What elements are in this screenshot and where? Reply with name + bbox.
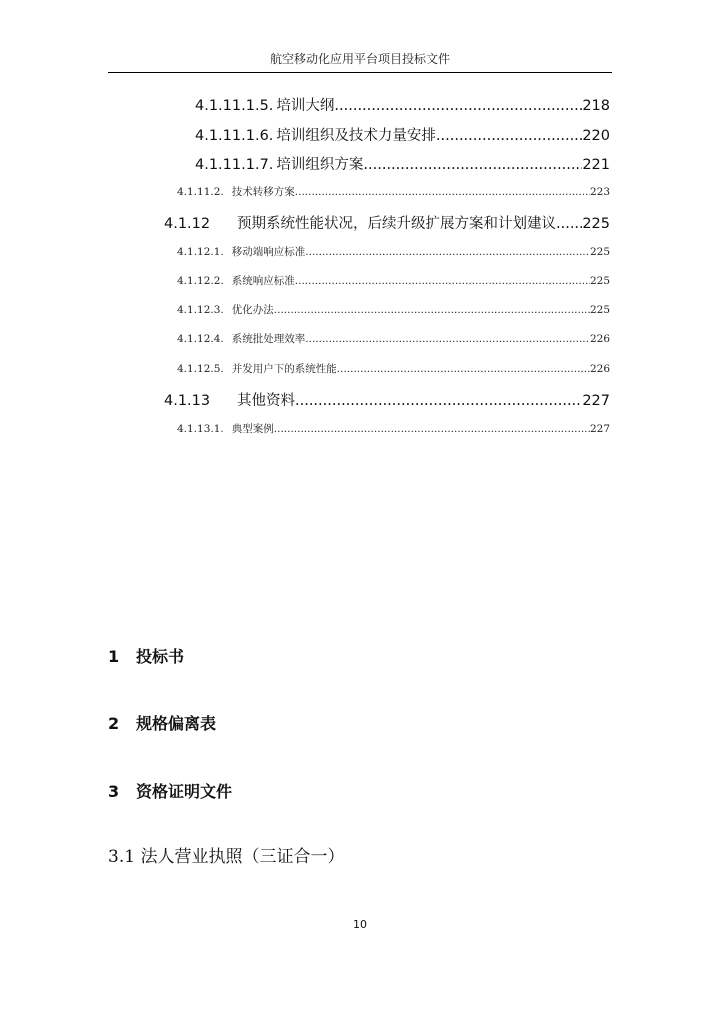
- section-heading: [108, 711, 216, 734]
- toc-entry-title: 预期系统性能状况，后续升级扩展方案和计划建议: [237, 216, 556, 232]
- section-heading-number: 1: [108, 647, 120, 666]
- page-number: 10: [353, 918, 367, 931]
- toc-leader-dots: [436, 128, 582, 144]
- toc-entry-page: 227: [589, 423, 610, 435]
- toc-entry-title: 其他资料: [237, 393, 295, 409]
- toc-entry-number: 4.1.12: [164, 216, 211, 232]
- toc-entry-page: 225: [589, 304, 610, 316]
- toc-entry-page: 218: [582, 98, 610, 114]
- toc-leader-dots: [305, 333, 590, 345]
- subsection-heading: 3.1 法人营业执照（三证合一）: [108, 847, 345, 867]
- toc-entry-number: 4.1.12.5.: [177, 363, 224, 375]
- toc-entry[interactable]: [195, 94, 610, 115]
- toc-leader-dots: [274, 304, 590, 316]
- toc-entry-title: 系统响应标准: [231, 275, 295, 287]
- section-heading-number: 3: [108, 782, 120, 801]
- toc-entry-number: 4.1.12.3.: [177, 304, 224, 316]
- toc-leader-dots: [305, 246, 590, 258]
- section-heading-text: 投标书: [136, 647, 185, 666]
- toc-entry-page: 227: [582, 393, 610, 409]
- toc-leader-dots: [295, 275, 590, 287]
- toc-entry-number: 4.1.12.2.: [177, 275, 224, 287]
- toc-leader-dots: [274, 423, 590, 435]
- toc-entry-page: 223: [589, 186, 610, 198]
- toc-entry-number: 4.1.11.2.: [177, 186, 224, 198]
- toc-entry[interactable]: [195, 124, 610, 145]
- toc-entry[interactable]: [177, 244, 610, 259]
- section-heading: [108, 644, 184, 667]
- toc-entry[interactable]: [177, 302, 610, 317]
- section-heading: [108, 779, 232, 802]
- toc-leader-dots: [363, 157, 582, 173]
- toc-entry-number: 4.1.11.1.6.: [195, 128, 274, 144]
- toc-entry[interactable]: [164, 389, 610, 410]
- header-divider: [108, 72, 612, 73]
- toc-entry[interactable]: [177, 361, 610, 376]
- toc-entry-page: 226: [589, 363, 610, 375]
- toc-entry-number: 4.1.12.4.: [177, 333, 224, 345]
- toc-entry-page: 221: [582, 157, 610, 173]
- toc-leader-dots: [337, 363, 590, 375]
- toc-entry-title: 技术转移方案: [231, 186, 295, 198]
- toc-entry-title: 典型案例: [231, 423, 274, 435]
- section-heading-text: 规格偏离表: [136, 714, 217, 733]
- page-header-title: 航空移动化应用平台项目投标文件: [269, 52, 450, 66]
- toc-entry-number: 4.1.13: [164, 393, 211, 409]
- toc-entry-number: 4.1.11.1.7.: [195, 157, 274, 173]
- toc-entry[interactable]: [177, 184, 610, 199]
- toc-entry[interactable]: [195, 153, 610, 174]
- toc-entry-title: 培训组织及技术力量安排: [276, 128, 436, 144]
- toc-entry-number: 4.1.12.1.: [177, 246, 224, 258]
- toc-leader-dots: [295, 186, 590, 198]
- toc-entry[interactable]: [177, 331, 610, 346]
- toc-entry-title: 移动端响应标准: [231, 246, 306, 258]
- toc-entry-page: 225: [582, 216, 610, 232]
- toc-leader-dots: [295, 393, 582, 409]
- toc-entry-title: 系统批处理效率: [231, 333, 306, 345]
- toc-entry-number: 4.1.11.1.5.: [195, 98, 274, 114]
- section-heading-number: 2: [108, 714, 120, 733]
- toc-entry-title: 并发用户下的系统性能: [231, 363, 337, 375]
- section-heading-text: 资格证明文件: [136, 782, 233, 801]
- toc-entry[interactable]: [164, 212, 610, 233]
- toc-entry-number: 4.1.13.1.: [177, 423, 224, 435]
- toc-entry-page: 220: [582, 128, 610, 144]
- toc-leader-dots: [556, 216, 582, 232]
- toc-entry-page: 225: [589, 246, 610, 258]
- toc-entry-title: 培训大纲: [276, 98, 335, 114]
- toc-leader-dots: [334, 98, 582, 114]
- toc-entry-title: 优化办法: [231, 304, 274, 316]
- toc-entry[interactable]: [177, 273, 610, 288]
- toc-entry[interactable]: [177, 421, 610, 436]
- toc-entry-page: 226: [589, 333, 610, 345]
- toc-entry-title: 培训组织方案: [276, 157, 364, 173]
- toc-entry-page: 225: [589, 275, 610, 287]
